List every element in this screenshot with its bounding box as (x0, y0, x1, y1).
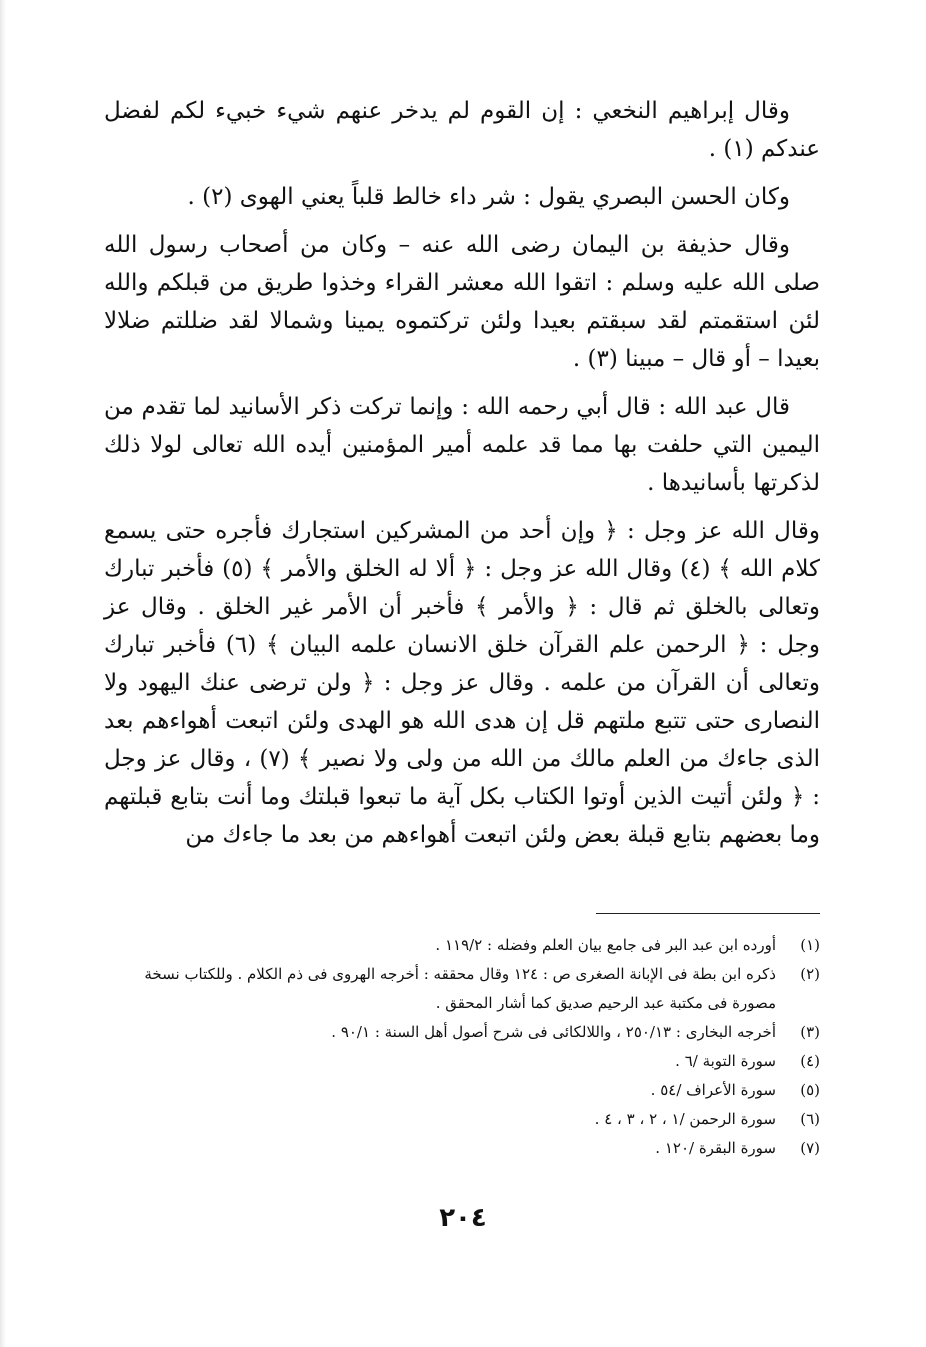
footnote-number: (٢) (800, 965, 820, 983)
page-number: ٢٠٤ (439, 1203, 487, 1233)
paragraph-quran-verses: وقال الله عز وجل : ﴿ وإن أحد من المشركين استجارك فأجره حتى يسمع كلام الله ﴾ (٤) وقال الله عز وجل : ﴿ ألا له الخلق والأمر ﴾ (٥) فأخبر تبارك وتعالى بالخلق ثم قال : ﴿ والأمر ﴾ فأخبر أن الأمر غير الخلق . وقال عز وجل : ﴿ الرحمن علم القرآن خلق الانسان علمه البيان ﴾ (٦) فأخبر تبارك وتعالى أن القرآن من علمه . وقال عز وجل : ﴿ ولن ترضى عنك اليهود ولا النصارى حتى تتبع ملتهم قل إن هدى الله هو الهدى ولئن اتبعت أهواءهم بعد الذى جاءك من العلم مالك من الله من ولى ولا نصير ﴾ (٧) ، وقال عز وجل : ﴿ ولئن أتيت الذين أوتوا الكتاب بكل آية ما تبعوا قبلتك وما أنت بتابع قبلتهم وما بعضهم بتابع قبلة بعض ولئن اتبعت أهواءهم من بعد ما جاءك من (104, 518, 821, 848)
paragraph-hasan-basri: وكان الحسن البصري يقول : شر داء خالط قلباً يعني الهوى (٢) . (187, 184, 790, 210)
scan-edge (0, 0, 6, 1347)
footnote-text: أخرجه البخارى : ٢٥٠/١٣ ، واللالكائى فى شرح أصول أهل السنة : ٩٠/١ . (331, 1023, 776, 1041)
footnote-text: سورة الأعراف /٥٤ . (650, 1081, 776, 1099)
footnote (104, 1076, 820, 1105)
footnote (104, 1018, 820, 1047)
footnote-number: (١) (800, 936, 820, 954)
footnote (104, 1105, 820, 1134)
footnote (104, 960, 820, 1018)
footnote-text: سورة البقرة /١٢٠ . (655, 1139, 776, 1157)
footnote (104, 931, 820, 960)
footnotes (104, 931, 820, 1163)
footnote (104, 1134, 820, 1163)
footnote-number: (٦) (800, 1110, 820, 1128)
footnote-number: (٤) (800, 1052, 820, 1070)
main-text (104, 92, 820, 864)
paragraph-nakhai: وقال إبراهيم النخعي : إن القوم لم يدخر عنهم شيء خبيء لكم لفضل عندكم (١) . (104, 98, 820, 162)
footnote-text: سورة الرحمن /١ ، ٢ ، ٣ ، ٤ . (594, 1110, 776, 1128)
footnote-number: (٥) (800, 1081, 820, 1099)
footnote (104, 1047, 820, 1076)
footnote-separator (596, 913, 820, 914)
footnote-text: سورة التوبة /٦ . (675, 1052, 776, 1070)
paragraph-hudhayfa: وقال حذيفة بن اليمان رضى الله عنه – وكان من أصحاب رسول الله صلى الله عليه وسلم : اتقوا الله معشر القراء وخذوا طريق من قبلكم والله لئن استقمتم لقد سبقتم بعيدا ولئن تركتموه يمينا وشمالا لقد ضللتم ضلالا بعيدا – أو قال – مبينا (٣) . (104, 232, 820, 372)
footnote-number: (٧) (800, 1139, 820, 1157)
footnote-text: ذكره ابن بطة فى الإبانة الصغرى ص : ١٢٤ وقال محققه : أخرجه الهروى فى ذم الكلام . وللكتاب نسخة مصورة فى مكتبة عبد الرحيم صديق كما أشار المحقق . (144, 965, 776, 1012)
footnote-text: أورده ابن عبد البر فى جامع بيان العلم وفضله : ١١٩/٢ . (435, 936, 776, 954)
footnote-number: (٣) (800, 1023, 820, 1041)
paragraph-abdullah: قال عبد الله : قال أبي رحمه الله : وإنما تركت ذكر الأسانيد لما تقدم من اليمين التي حلفت بها مما قد علمه أمير المؤمنين أيده الله تعالى لولا ذلك لذكرتها بأسانيدها . (104, 394, 820, 496)
